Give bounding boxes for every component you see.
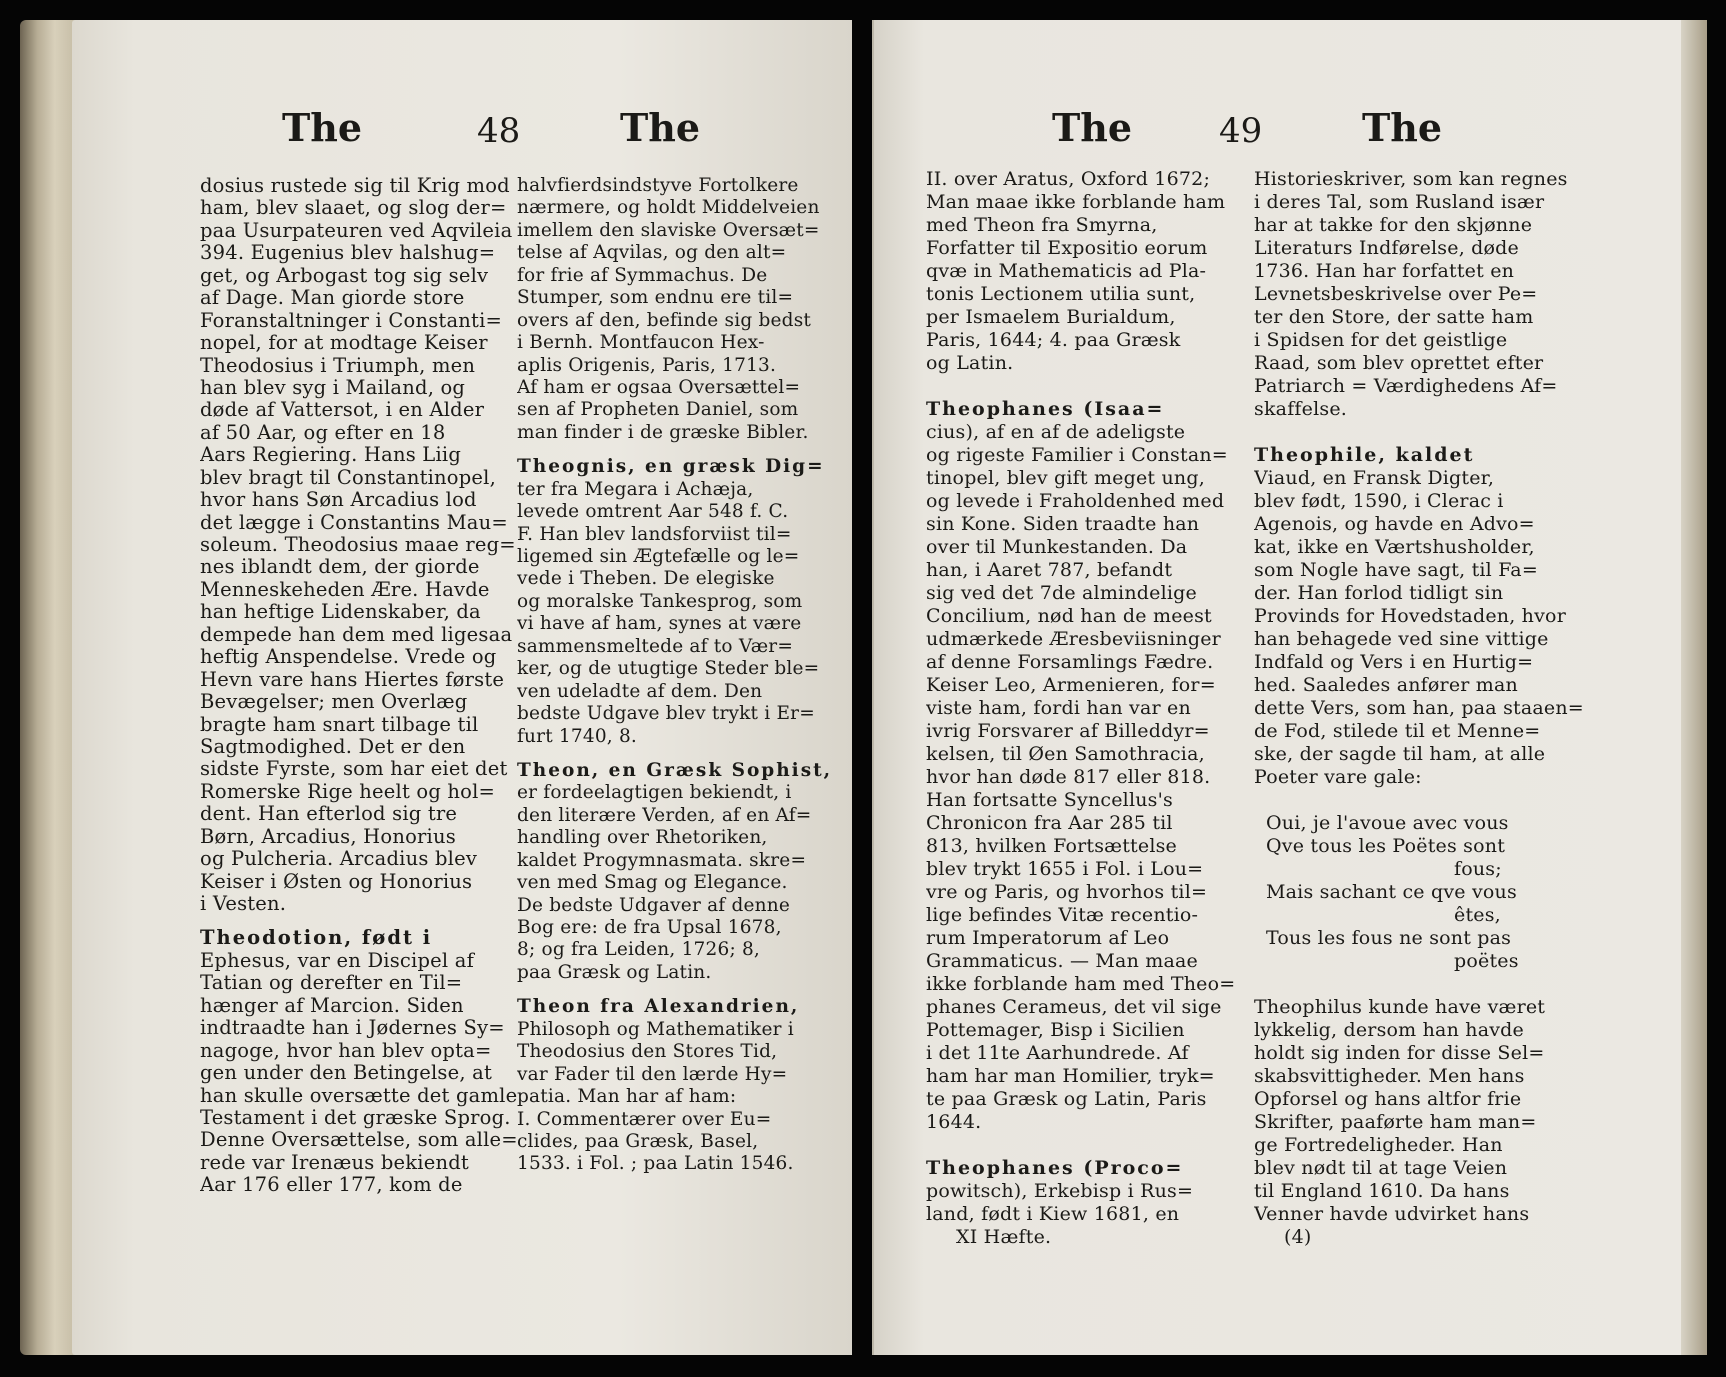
text-line: i Vesten. [200,893,287,915]
text-line: heftig Anspendelse. Vrede og [200,646,497,669]
text-line: han, i Aaret 787, befandt [926,559,1173,581]
text-line: tonis Lectionem utilia sunt, [926,283,1196,305]
text-line: lige befindes Vitæ recentio- [926,904,1199,926]
text-line [1254,789,1624,812]
text-line: fous; [1454,858,1502,880]
text-line: Theophanes (Isaa= [926,398,1165,420]
text-line [517,748,872,760]
text-line: han behagede ved sine vittige [1254,628,1549,650]
text-line: Poeter vare gale: [1254,766,1422,788]
text-line: viste ham, fordi han var en [926,697,1191,719]
text-line: og Latin. [926,352,1014,374]
text-line: get, og Arbogast tog sig selv [200,264,489,287]
text-line: Venner havde udvirket hans [1254,1203,1530,1225]
text-line: Philosoph og Mathematiker i [517,1018,794,1040]
text-line: Testament i det græske Sprog. [200,1106,511,1129]
text-line: har at takke for den skjønne [1254,214,1533,236]
text-line: Skrifter, paaførte ham man= [1254,1111,1537,1133]
text-line: vi have af ham, synes at være [517,613,802,635]
text-line: sidste Fyrste, som har eiet det [200,758,508,781]
text-line: hvor han døde 817 eller 818. [926,766,1211,788]
text-line [926,1134,1291,1157]
text-line: poëtes [1454,950,1519,972]
text-line [1254,421,1624,444]
text-line: Forfatter til Expositio eorum [926,237,1208,259]
text-line: dempede han dem med ligesaa [200,623,513,646]
text-line: skabsvittigheder. Men hans [1254,1065,1525,1087]
text-line: Mais sachant ce qve vous [1266,881,1517,903]
text-line: skaffelse. [1254,398,1348,420]
text-line: ske, der sagde til ham, at alle [1254,743,1546,765]
left-page-column-1 [200,175,562,1197]
text-line: vede i Theben. De elegiske [517,568,775,590]
text-line: og levede i Fraholdenhed med [926,490,1225,512]
left-page-column-2 [517,175,872,1176]
right-page [872,20,1707,1355]
text-line: Stumper, som endnu ere til= [517,287,794,309]
text-line: 394. Eugenius blev halshug= [200,242,496,265]
text-line: han skulle oversætte det gamle [200,1084,518,1107]
right-page-column-1 [926,168,1291,1249]
text-line: 813, hvilken Fortsættelse [926,835,1177,857]
text-line [200,915,562,927]
text-line: blev nødt til at tage Veien [1254,1157,1508,1179]
text-line: og moralske Tankesprog, som [517,590,803,612]
text-line: af Dage. Man giorde store [200,287,465,310]
text-line: til England 1610. Da hans [1254,1180,1510,1202]
text-line: Denne Oversættelse, som alle= [200,1129,518,1152]
text-line: Theophile, kaldet [1254,444,1475,466]
text-line: lykkelig, dersom han havde [1254,1019,1524,1041]
text-line [1254,973,1624,996]
text-line: per Ismaelem Burialdum, [926,306,1176,328]
text-line: phanes Cerameus, det vil sige [926,996,1222,1018]
text-line: i det 11te Aarhundrede. Af [926,1042,1189,1064]
text-line: der. Han forlod tidligt sin [1254,582,1504,604]
text-line: bedste Udgave blev trykt i Er= [517,703,815,725]
text-line: clides, paa Græsk, Basel, [517,1130,759,1152]
text-line: ge Fortredeligheder. Han [1254,1134,1503,1156]
right-header-word: The [1052,105,1133,150]
text-line: bragte ham snart tilbage til [200,713,479,736]
text-line: ven med Smag og Elegance. [517,872,788,894]
text-line: Raad, som blev oprettet efter [1254,352,1544,374]
text-line [517,444,872,456]
text-line: holdt sig inden for disse Sel= [1254,1042,1545,1064]
text-line: Aar 176 eller 177, kom de [200,1174,463,1197]
text-line: Qve tous les Poëtes sont [1266,835,1506,857]
text-line: nopel, for at modtage Keiser [200,332,488,355]
text-line: hvor hans Søn Arcadius lod [200,489,477,512]
text-line: og Pulcheria. Arcadius blev [200,848,478,871]
text-line: rum Imperatorum af Leo [926,927,1170,949]
text-line: Theodosius i Triumph, men [200,354,476,377]
text-line: af denne Forsamlings Fædre. [926,651,1214,673]
text-line: Patriarch = Værdighedens Af= [1254,375,1558,397]
text-line: blev trykt 1655 i Fol. i Lou= [926,858,1204,880]
text-line: sig ved det 7de almindelige [926,582,1197,604]
text-line: ligemed sin Ægtefælle og le= [517,546,800,567]
text-line: tinopel, blev gift meget ung, [926,467,1205,489]
text-line: vre og Paris, og hvorhos til= [926,881,1208,903]
text-line: Viaud, en Fransk Digter, [1254,467,1495,489]
text-line: te paa Græsk og Latin, Paris [926,1088,1207,1110]
right-page-header [874,105,1707,175]
text-line: Theognis, en græsk Dig= [517,456,825,478]
text-line: indtraadte han i Jødernes Sy= [200,1017,505,1040]
right-page-number: 49 [1219,111,1263,151]
text-line: hed. Saaledes anfører man [1254,674,1518,696]
text-line: for frie af Symmachus. De [517,264,768,286]
text-line: det lægge i Constantins Mau= [200,511,508,534]
text-line: var Fader til den lærde Hy= [517,1063,788,1085]
text-line: og rigeste Familier i Constan= [926,444,1228,466]
text-line: Sagtmodighed. Det er den [200,735,466,758]
text-line: Keiser i Østen og Honorius [200,870,473,893]
text-line: sin Kone. Siden traadte han [926,513,1200,535]
text-line: han heftige Lidenskaber, da [200,601,481,624]
text-line: XI Hæfte. [956,1226,1052,1248]
text-line: blev bragt til Constantinopel, [200,466,497,489]
text-line: døde af Vattersot, i en Alder [200,399,485,422]
text-line: over til Munkestanden. Da [926,536,1188,558]
text-line: Man maae ikke forblande ham [926,191,1226,213]
text-line: (4) [1284,1226,1312,1248]
text-line: Af ham er ogsaa Oversættel= [517,376,801,398]
text-line: Agenois, og havde en Advo= [1254,513,1535,535]
text-line: Provinds for Hovedstaden, hvor [1254,605,1566,627]
text-line: I. Commentærer over Eu= [517,1108,772,1130]
text-line: soleum. Theodosius maae reg= [200,534,516,556]
text-line: kelsen, til Øen Samothracia, [926,743,1205,765]
text-line: Menneskeheden Ære. Havde [200,578,490,601]
text-line: overs af den, befinde sig bedst [517,309,812,331]
text-line: Tous les fous ne sont pas [1266,927,1512,949]
text-line: Keiser Leo, Armenieren, for= [926,674,1216,696]
text-line: De bedste Udgaver af denne [517,894,791,916]
text-line: halvfierdsindstyve Fortolkere [517,175,799,196]
text-line: levede omtrent Aar 548 f. C. [517,501,789,523]
text-line: Levnetsbeskrivelse over Pe= [1254,283,1538,305]
text-line: i Spidsen for det geistlige [1254,329,1508,351]
left-header-word: The [282,105,363,150]
text-line: Theon fra Alexandrien, [517,996,800,1018]
left-page-header [72,105,852,175]
right-page-column-2 [1254,168,1624,1249]
text-line: paa Græsk og Latin. [517,961,712,983]
text-line: Romerske Rige heelt og hol= [200,780,496,803]
text-line: Han fortsatte Syncellus's [926,789,1173,811]
text-line: Indfald og Vers i en Hurtig= [1254,651,1534,673]
text-line: 1533. i Fol. ; paa Latin 1546. [517,1153,794,1175]
text-line: Bog ere: de fra Upsal 1678, [517,917,782,938]
text-line: land, født i Kiew 1681, en [926,1203,1180,1225]
text-line: 8; og fra Leiden, 1726; 8, [517,939,761,961]
text-line [517,984,872,996]
left-header-word-right: The [620,105,701,150]
text-line: dette Vers, som han, paa staaen= [1254,697,1584,719]
text-line: nærmere, og holdt Middelveien [517,197,820,219]
text-line: Theophanes (Proco= [926,1157,1184,1179]
text-line: ter den Store, der satte ham [1254,306,1534,328]
text-line: paa Usurpateuren ved Aqvileia [200,219,513,242]
text-line: i deres Tal, som Rusland især [1254,191,1545,213]
text-line: Ephesus, var en Discipel af [200,949,474,972]
text-line: Chronicon fra Aar 285 til [926,812,1173,834]
text-line: dent. Han efterlod sig tre [200,803,458,826]
text-line: Theophilus kunde have været [1254,996,1546,1018]
left-page-number: 48 [477,111,521,151]
text-line: Aars Regiering. Hans Liig [200,444,462,467]
text-line: ikke forblande ham med Theo= [926,973,1236,995]
text-line: som Nogle have sagt, til Fa= [1254,559,1538,581]
text-line: rede var Irenæus bekiendt [200,1151,469,1174]
text-line: Pottemager, Bisp i Sicilien [926,1019,1185,1041]
text-line [926,375,1291,398]
text-line: furt 1740, 8. [517,725,638,747]
text-line: man finder i de græske Bibler. [517,421,809,443]
text-line: den literære Verden, af en Af= [517,804,812,826]
text-line: Theon, en Græsk Sophist, [517,759,833,781]
text-line: Oui, je l'avoue avec vous [1266,812,1509,834]
text-line: Concilium, nød han de meest [926,605,1212,627]
text-line: Literaturs Indførelse, døde [1254,237,1519,259]
text-line: Foranstaltninger i Constanti= [200,309,503,332]
text-line: sammensmeltede af to Vær= [517,635,794,657]
text-line: med Theon fra Smyrna, [926,214,1158,236]
text-line: kaldet Progymnasmata. skre= [517,849,807,871]
text-line: II. over Aratus, Oxford 1672; [926,168,1211,190]
left-page [72,20,852,1355]
text-line: ker, og de utugtige Steder ble= [517,658,820,680]
text-line: Paris, 1644; 4. paa Græsk [926,329,1181,351]
text-line: han blev syg i Mailand, og [200,376,466,399]
text-line: F. Han blev landsforviist til= [517,523,792,545]
text-line: patia. Man har af ham: [517,1086,737,1108]
text-line: blev født, 1590, i Clerac i [1254,490,1504,512]
text-line: Historieskriver, som kan regnes [1254,168,1568,190]
text-line: imellem den slaviske Oversæt= [517,219,820,241]
text-line: ham, blev slaaet, og slog der= [200,197,507,220]
right-header-word-right: The [1362,105,1443,150]
text-line: ter fra Megara i Achæja, [517,478,754,500]
text-line: 1736. Han har forfattet en [1254,260,1515,282]
text-line: nagoge, hvor han blev opta= [200,1039,492,1062]
text-line: aplis Origenis, Paris, 1713. [517,354,777,376]
book-edge [20,20,78,1355]
text-line: Hevn vare hans Hiertes første [200,668,505,691]
text-line: gen under den Betingelse, at [200,1062,492,1085]
text-line: 1644. [926,1111,982,1133]
text-line: kat, ikke en Værtshusholder, [1254,536,1535,558]
text-line: handling over Rhetoriken, [517,827,768,849]
text-line: Opforsel og hans altfor frie [1254,1088,1522,1110]
text-line: nes iblandt dem, der giorde [200,556,480,579]
text-line: dosius rustede sig til Krig mod [200,175,510,197]
text-line: êtes, [1454,904,1501,926]
text-line: Bevægelser; men Overlæg [200,691,468,714]
text-line: ven udeladte af dem. Den [517,680,763,702]
text-line: cius), af en af de adeligste [926,421,1186,443]
text-line: er fordeelagtigen bekiendt, i [517,782,792,804]
text-line: udmærkede Æresbeviisninger [926,628,1221,650]
text-line: i Bernh. Montfaucon Hex- [517,332,765,354]
text-line: sen af Propheten Daniel, som [517,399,799,421]
text-line: hænger af Marcion. Siden [200,994,464,1017]
text-line: af 50 Aar, og efter en 18 [200,421,446,444]
text-line: Theodotion, født i [200,927,433,950]
text-line: telse af Aqvilas, og den alt= [517,242,787,264]
text-line: Børn, Arcadius, Honorius [200,825,456,848]
text-line: Grammaticus. — Man maae [926,950,1198,972]
text-line: powitsch), Erkebisp i Rus= [926,1180,1194,1202]
text-line: Tatian og derefter en Til= [200,972,463,995]
text-line: Theodosius den Stores Tid, [517,1041,778,1063]
text-line: ivrig Forsvarer af Billeddyr= [926,720,1210,742]
text-line: de Fod, stilede til et Menne= [1254,720,1541,742]
text-line: ham har man Homilier, tryk= [926,1065,1215,1087]
text-line: qvæ in Mathematicis ad Pla- [926,260,1207,282]
